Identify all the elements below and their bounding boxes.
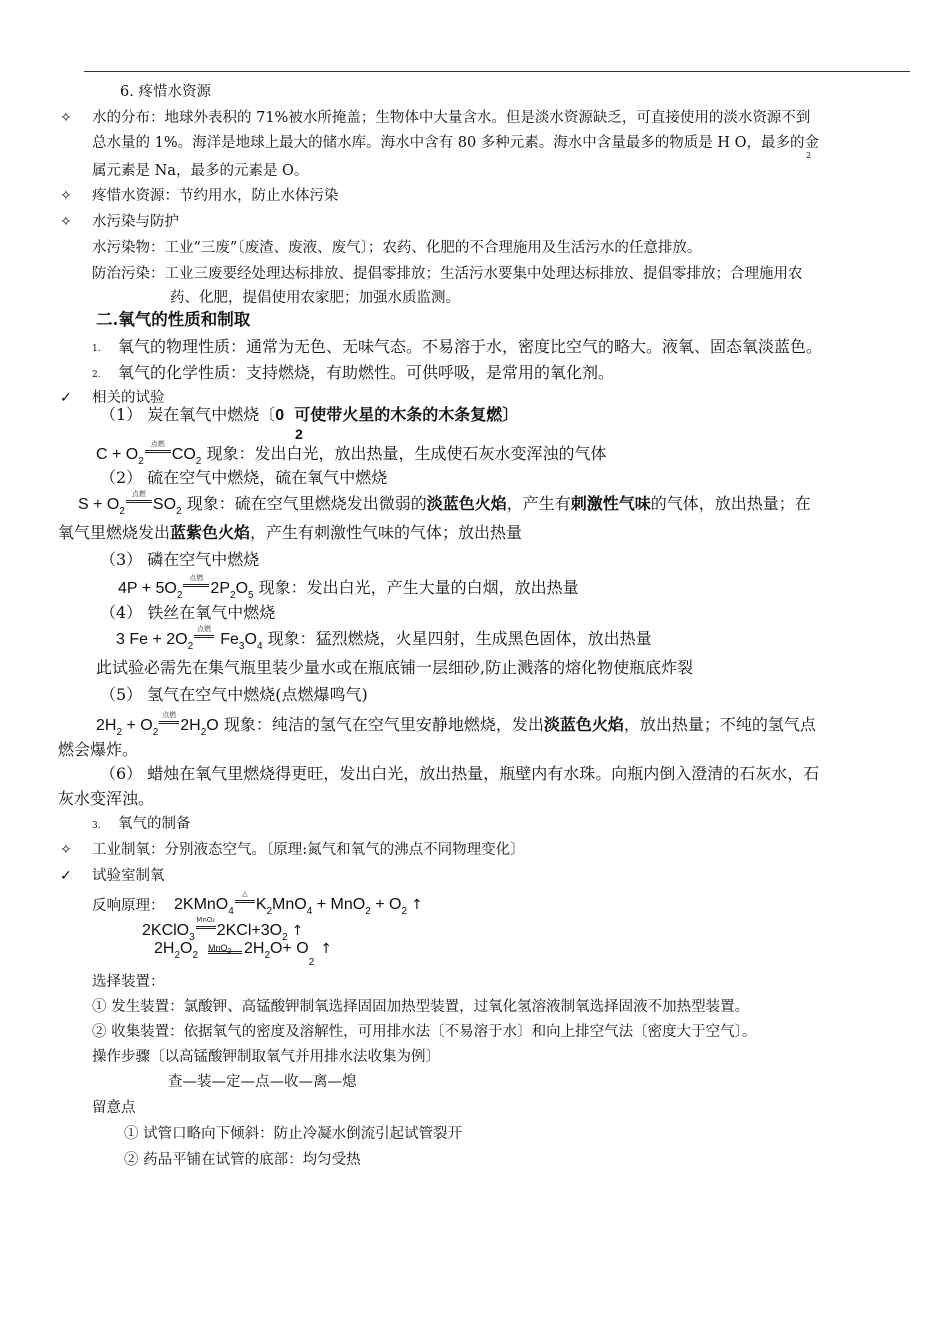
exp4-note: 此试验必需先在集气瓶里装少量水或在瓶底铺一层细砂,防止溅落的熔化物使瓶底炸裂 <box>96 658 694 677</box>
eq-carbon-combustion: $C + O_2$ 点燃 $CO_2$ 现象：发出白光，放出热量，生成使石灰水变浑浊的气体 <box>96 440 607 467</box>
oxygen-chemical-properties: 氧气的化学性质：支持燃烧，有助燃性。可供呼吸，是常用的氧化剂。 <box>118 363 615 382</box>
device-selection-label: 选择装置： <box>92 974 165 990</box>
eq-iron-combustion: 3 $Fe + 2O_2$ 点燃 $Fe_3O_4$ 现象：猛烈燃烧，火星四射，生成黑色固体，放出热量 <box>116 625 652 652</box>
water-distribution: 水的分布：地球外表积的 71%被水所掩盖；生物体中大量含水。但是淡水资源缺乏，可直接使用的淡水资源不到 <box>92 110 811 126</box>
eq-sulfur-combustion: $S + O_2$ 点燃 $SO_2$ 现象：硫在空气里燃烧发出微弱的淡蓝色火焰，产生有刺激性气味的气体，放出热量；在 <box>78 490 811 517</box>
diamond-bullet-icon: ✧ <box>60 842 72 858</box>
eq-sulfur-observation-line2: 氧气里燃烧发出蓝紫色火焰，产生有刺激性气味的气体；放出热量 <box>58 523 523 542</box>
water-pollution-title: 水污染与防护 <box>92 214 179 230</box>
condition-mark: 点燃 <box>183 578 209 590</box>
check-bullet-icon: ✓ <box>60 868 72 884</box>
collection-device: ② 收集装置：依据氧气的密度及溶解性，可用排水法〔不易溶于水〕和向上排空气法〔密度大于空气〕。 <box>92 1024 757 1040</box>
check-bullet-icon: ✓ <box>60 390 72 406</box>
operation-steps: 查—装—定—点—收—离—熄 <box>168 1074 357 1090</box>
pollution-prevention: 防治污染：工业三废要经处理达标排放、提倡零排放；生活污水要集中处理达标排放、提倡零排放；合理施用农 <box>92 266 803 282</box>
header-rule <box>84 71 910 72</box>
eq-hydrogen-combustion: $2H_2 + O_2$ 点燃 $2H_2O$ 现象：纯洁的氢气在空气里安静地燃烧，发出淡蓝色火焰，放出热量；不纯的氢气点 <box>96 711 816 738</box>
exp4-title: （4） 铁丝在氧气中燃烧 <box>100 603 276 622</box>
section6-title: 6. 疼惜水资源 <box>120 84 211 100</box>
generation-device: ① 发生装置：氯酸钾、高锰酸钾制氧选择固固加热型装置，过氧化氢溶液制氧选择固液不加热型装置。 <box>92 999 750 1015</box>
list-number: 2. <box>92 370 101 380</box>
note-spread-reagent: ② 药品平铺在试管的底部：均匀受热 <box>124 1152 361 1168</box>
reaction-label: 反响原理： <box>92 898 165 914</box>
condition-mark: △ <box>235 894 255 906</box>
condition-mark: 点燃 <box>126 494 152 506</box>
exp1-title-subscript: 2 <box>295 426 303 442</box>
note-tube-tilt: ① 试管口略向下倾斜：防止冷凝水倒流引起试管裂开 <box>124 1126 463 1142</box>
list-number: 3. <box>92 821 101 831</box>
oxygen-preparation-title: 氧气的制备 <box>118 816 191 832</box>
list-number: 1. <box>92 344 101 354</box>
exp2-title: （2） 硫在空气中燃烧，硫在氧气中燃烧 <box>100 468 388 487</box>
lab-oxygen-title: 试验室制氧 <box>92 868 165 884</box>
section2-heading: 二.氧气的性质和制取 <box>96 310 251 329</box>
experiments-title: 相关的试验 <box>92 390 165 406</box>
exp3-title: （3） 磷在空气中燃烧 <box>100 550 260 569</box>
eq-kclo3-decomposition: 2KClO$_3$ MnO₂ $2KCl+3O_2$ ↑ <box>142 916 304 943</box>
oxygen-physical-properties: 氧气的物理性质：通常为无色、无味气态。不易溶于水，密度比空气的略大。液氧、固态氧淡蓝色。 <box>118 337 823 356</box>
catalyst-condition: MnO$_2$ <box>208 938 242 958</box>
exp5-title: （5） 氢气在空气中燃烧(点燃爆鸣气) <box>100 685 368 704</box>
operation-steps-label: 操作步骤〔以高锰酸钾制取氧气并用排水法收集为例〕 <box>92 1049 440 1065</box>
exp6-candle: （6） 蜡烛在氧气里燃烧得更旺，发出白光，放出热量，瓶壁内有水珠。向瓶内倒入澄清的石灰水，石 <box>100 764 820 783</box>
condition-mark: MnO₂ <box>196 920 216 932</box>
up-arrow-icon: ↑ <box>320 941 333 957</box>
condition-mark: 点燃 <box>194 629 214 641</box>
water-distribution-line2: 总水量的 1%。海洋是地球上最大的储水库。海水中含有 80 多种元素。海水中含量最多的物质是 H O，最多的金 <box>92 135 820 151</box>
water-distribution-line3: 属元素是 Na，最多的元素是 O。 <box>92 163 309 179</box>
water-pollutants: 水污染物：工业“三废”〔废渣、废液、废气〕；农药、化肥的不合理施用及生活污水的任意排放。 <box>92 240 702 256</box>
eq-kmno4-decomposition: 2KMnO$_4$ △ $K_2MnO_4 + MnO_2 + O_2$ ↑ <box>174 890 423 917</box>
diamond-bullet-icon: ✧ <box>60 214 72 230</box>
diamond-bullet-icon: ✧ <box>60 110 72 126</box>
industrial-oxygen: 工业制氧：分别液态空气。〔原理:氮气和氧气的沸点不同物理变化〕 <box>92 842 525 858</box>
up-arrow-icon: ↑ <box>411 897 423 913</box>
water-formula-subscript: 2 <box>806 151 812 160</box>
notes-label: 留意点 <box>92 1100 136 1116</box>
eq-hydrogen-observation-line2: 燃会爆炸。 <box>58 740 139 759</box>
water-protection: 疼惜水资源：节约用水，防止水体污染 <box>92 188 339 204</box>
up-arrow-icon: ↑ <box>291 923 304 939</box>
condition-mark: 点燃 <box>145 444 171 456</box>
eq-phosphorus-combustion: $4P + 5O_2$ 点燃 $2P_2O_5$ 现象：发出白光，产生大量的白烟，放出热量 <box>118 574 579 601</box>
diamond-bullet-icon: ✧ <box>60 188 72 204</box>
pollution-prevention-line2: 药、化肥，提倡使用农家肥；加强水质监测。 <box>170 290 460 306</box>
eq-h2o2-decomposition: $2H_2O_2MnO_2$ $2H_2O+$ $O_2↑$ <box>154 940 333 968</box>
condition-mark: 点燃 <box>159 715 179 727</box>
exp1-title: （1） 炭在氧气中燃烧〔0 可使带火星的木条的木条复燃〕 <box>100 405 519 424</box>
exp6-candle-line2: 灰水变浑浊。 <box>58 789 155 808</box>
